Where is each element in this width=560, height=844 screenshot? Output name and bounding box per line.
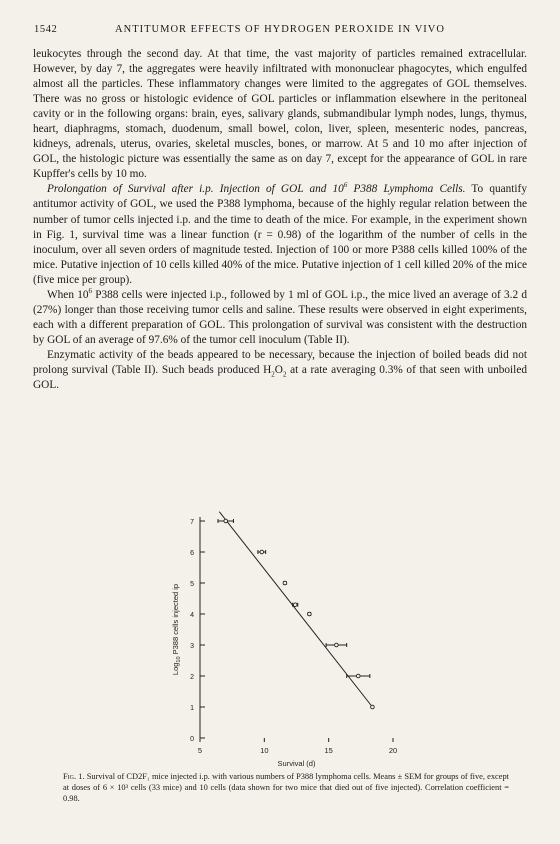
- data-point: [283, 581, 287, 585]
- data-point: [224, 519, 228, 523]
- caption-label: Fig. 1.: [63, 772, 85, 781]
- figure-caption: [63, 771, 509, 804]
- x-tick-label: 15: [324, 746, 333, 755]
- x-tick-label: 10: [260, 746, 269, 755]
- data-point: [293, 603, 297, 607]
- section-subhead: Prolongation of Survival after i.p. Injection of GOL and $10^6$ P388 Lymphoma Cells.: [47, 181, 466, 196]
- y-tick-label: 6: [190, 550, 194, 557]
- y-tick-label: 0: [190, 736, 194, 743]
- y-tick-label: 2: [190, 674, 194, 681]
- y-tick-label: 4: [190, 612, 194, 619]
- y-axis-label: Log$_{10}$ P388 cells injected ip: [171, 583, 182, 676]
- data-point: [356, 674, 360, 678]
- x-axis-label: Survival (d): [277, 759, 316, 768]
- y-tick-label: 7: [190, 519, 194, 526]
- data-point: [371, 705, 375, 709]
- y-tick-label: 5: [190, 581, 194, 588]
- data-point: [335, 643, 339, 647]
- caption-text: Survival of CD2F₁ mice injected i.p. with various numbers of P388 lymphoma cells. Means ± SEM for groups of five, except at doses of 6 × 10³ cells (33 mice) and 10 cells (data shown for two mice that died out of five injected). Correlation coefficient = 0.98.: [63, 772, 509, 803]
- body-text: [33, 47, 527, 393]
- data-point: [308, 612, 312, 616]
- regression-line: [219, 512, 372, 707]
- paragraph-3: When $10^6$ P388 cells were injected i.p., followed by 1 ml of GOL i.p., the mice lived an average of 3.2 d (27%) longer than those receiving tumor cells and saline. These results were observed in eight experiments, each with a different preparation of GOL. This prolongation of survival was consistent with the destruction by GOL of an average of 97.6% of the tumor cell inoculum (Table II).: [33, 286, 527, 346]
- running-head: [34, 24, 526, 35]
- x-tick-label: 20: [388, 746, 398, 755]
- paragraph-1: leukocytes through the second day. At that time, the vast majority of particles remained extracellular. However, by day 7, the aggregates were heavily infiltrated with mononuclear phagocytes, which engulfed almost all the particles. These inflammatory changes were limited to the aggregates of GOL themselves. There was no gross or histologic evidence of GOL particles or inflammation elsewhere in the peritoneal cavity or in the following organs: brain, eyes, salivary glands, submandibular lymph nodes, lungs, thymus, heart, diaphragms, stomach, duodenum, small bowel, colon, liver, spleen, mesenteric nodes, pancreas, kidneys, adrenals, uterus, ovaries, skeletal muscles, bones, or marrow. At 5 and 10 mo after injection of GOL, the histologic picture was essentially the same as on day 7, except for the appearance of GOL in rare Kupffer's cells by 10 mo.: [33, 48, 527, 181]
- data-point: [260, 550, 264, 554]
- running-title: ANTITUMOR EFFECTS OF HYDROGEN PEROXIDE IN VIVO: [115, 24, 445, 35]
- paragraph-2: Prolongation of Survival after i.p. Injection of GOL and $10^6$ P388 Lymphoma Cells. To quantify antitumor activity of GOL, we used the P388 lymphoma, because of the highly regular relation between the number of tumor cells injected i.p. and the time to death of the mice. For example, in the experiment shown in Fig. 1, survival time was a linear function (r = 0.98) of the logarithm of the number of cells in the inoculum, over all seven orders of magnitude tested. Injection of 100 or more P388 cells killed 100% of the mice. Putative injection of 10 cells killed 40% of the mice. Putative injection of 1 cell killed 20% of the mice (five mice per group).: [33, 181, 527, 286]
- paragraph-4: Enzymatic activity of the beads appeared to be necessary, because the injection of boiled beads did not prolong survival (Table II). Such beads produced $H_2O_2$ at a rate averaging 0.3% of that seen with unboiled GOL.: [33, 348, 527, 392]
- survival-chart: [150, 508, 440, 768]
- y-tick-label: 3: [190, 643, 194, 650]
- y-tick-label: 1: [190, 705, 194, 712]
- page-number: 1542: [34, 24, 58, 35]
- x-tick-label: 5: [197, 746, 203, 755]
